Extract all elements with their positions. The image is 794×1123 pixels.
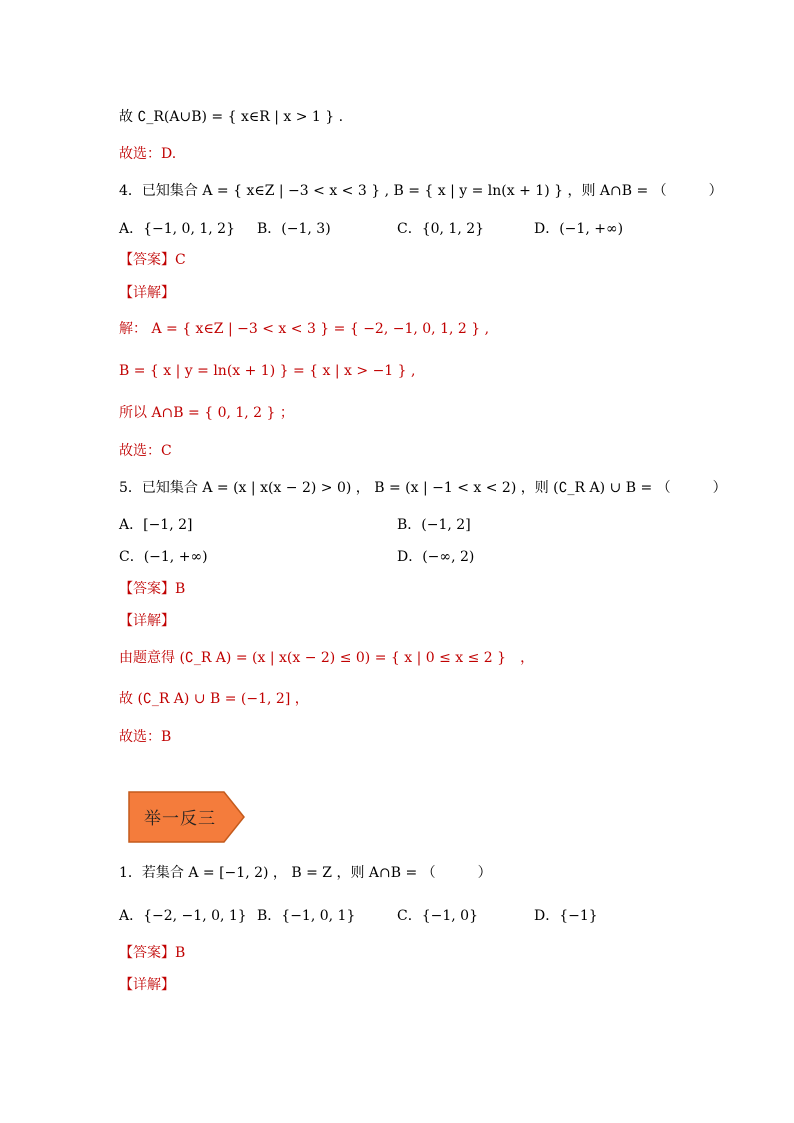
e1-answer: 【答案】B bbox=[119, 945, 186, 961]
q5-option-a: A．[−1, 2] bbox=[119, 517, 193, 533]
e1-detail-heading: 【详解】 bbox=[119, 977, 175, 993]
q4-solution-4: 故选：C bbox=[119, 443, 172, 459]
question-5: 5．已知集合 A = (x | x(x − 2) > 0) ， B = (x | −1 < x < 2) ，则 (∁_R A) ∪ B = （ ） bbox=[119, 480, 727, 496]
q4-option-b: B．(−1, 3) bbox=[257, 221, 331, 237]
e1-option-c: C．{−1, 0} bbox=[397, 908, 478, 924]
q5-option-b: B．(−1, 2] bbox=[397, 517, 471, 533]
q4-option-a: A．{−1, 0, 1, 2} bbox=[119, 221, 235, 237]
question-4: 4．已知集合 A = { x∈Z | −3 < x < 3 } , B = { x | y = ln(x + 1) } ，则 A∩B = （ ） bbox=[119, 183, 723, 199]
banner-title: 举一反三 bbox=[144, 808, 216, 829]
q5-solution-3: 故选：B bbox=[119, 729, 172, 745]
choice-line-d: 故选：D. bbox=[119, 146, 177, 162]
q4-solution-3: 所以 A∩B = { 0, 1, 2 } ； bbox=[119, 405, 294, 421]
e1-option-a: A．{−2, −1, 0, 1} bbox=[119, 908, 247, 924]
q5-answer: 【答案】B bbox=[119, 581, 186, 597]
exercise-1: 1．若集合 A = [−1, 2) ， B = Z ，则 A∩B = （ ） bbox=[119, 865, 492, 881]
q5-solution-2: 故 (∁_R A) ∪ B = (−1, 2] ， bbox=[119, 691, 309, 707]
e1-option-b: B．{−1, 0, 1} bbox=[257, 908, 356, 924]
q4-solution-2: B = { x | y = ln(x + 1) } = { x | x > −1 } , bbox=[119, 363, 416, 379]
q4-option-c: C．{0, 1, 2} bbox=[397, 221, 485, 237]
q5-solution-1: 由题意得 (∁_R A) = (x | x(x − 2) ≤ 0) = { x | 0 ≤ x ≤ 2 } ， bbox=[119, 650, 535, 666]
q5-option-c: C．(−1, +∞) bbox=[119, 549, 208, 565]
e1-option-d: D．{−1} bbox=[534, 908, 598, 924]
q4-solution-1: 解： A = { x∈Z | −3 < x < 3 } = { −2, −1, 0, 1, 2 } , bbox=[119, 321, 490, 337]
q4-answer: 【答案】C bbox=[119, 252, 186, 268]
q4-option-d: D．(−1, +∞) bbox=[534, 221, 624, 237]
section-banner bbox=[128, 791, 244, 841]
q5-detail-heading: 【详解】 bbox=[119, 613, 175, 629]
solution-line-complement: 故 ∁_R(A∪B) = { x∈R | x > 1 } . bbox=[119, 109, 344, 125]
q4-detail-heading: 【详解】 bbox=[119, 285, 175, 301]
q5-option-d: D．(−∞, 2) bbox=[397, 549, 475, 565]
